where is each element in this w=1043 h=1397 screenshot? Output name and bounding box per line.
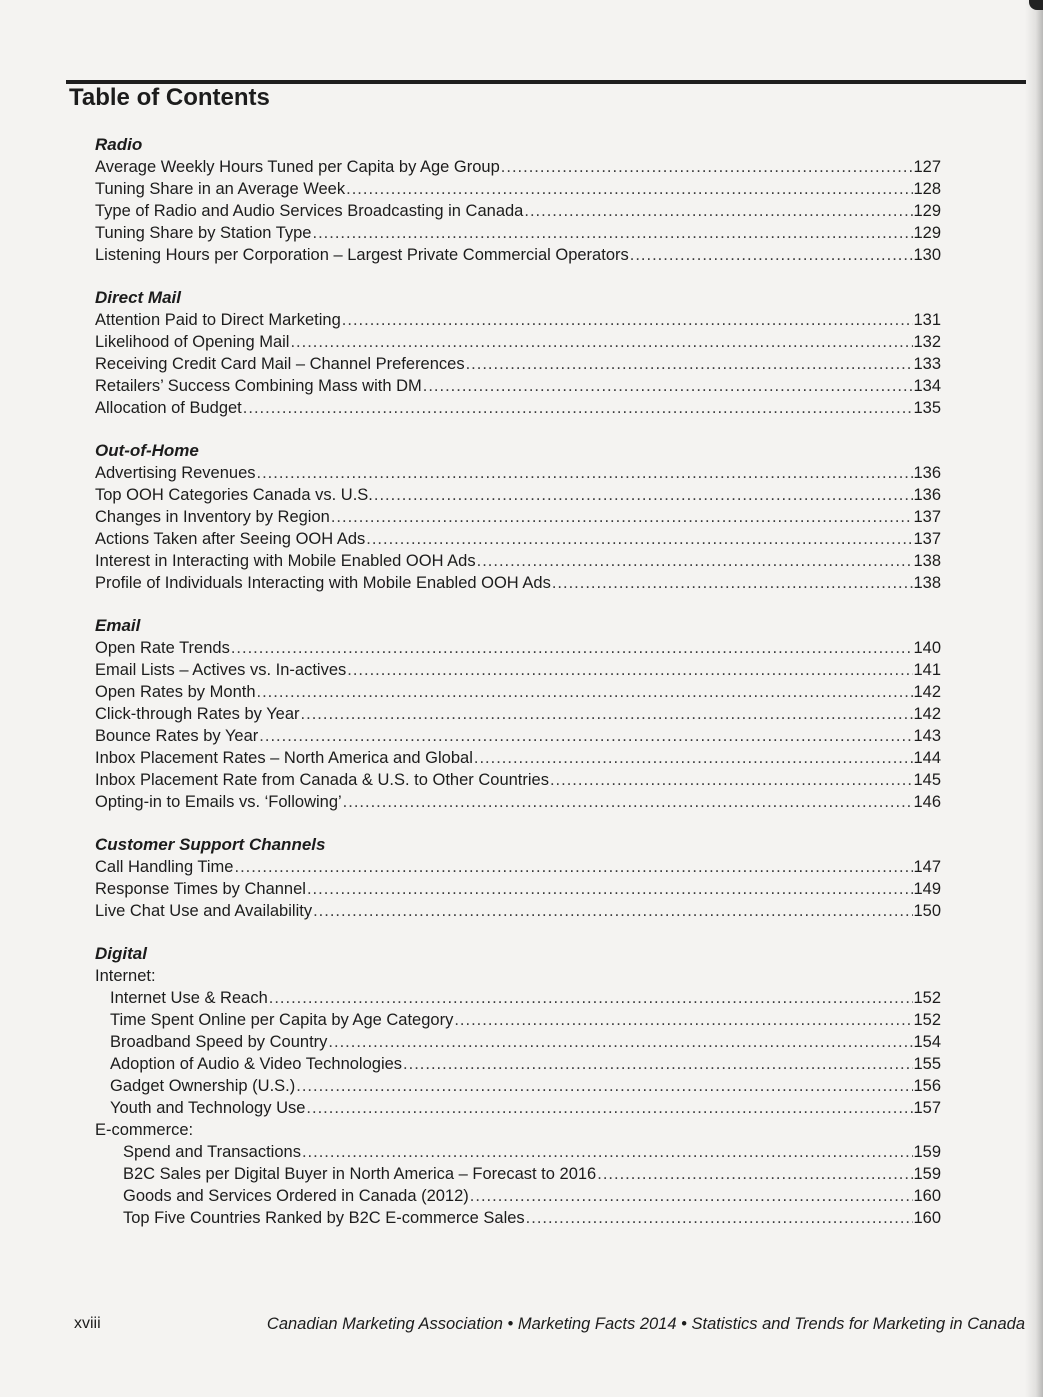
toc-entry-page: 147 [913,858,941,876]
dot-leader [365,528,913,550]
ecommerce-entries [95,1141,941,1229]
toc-entry [123,1185,941,1207]
toc-section [95,134,941,266]
toc-entry-page: 159 [913,1143,941,1161]
toc-entry-label: Top Five Countries Ranked by B2C E-commerce Sales [123,1209,525,1227]
dot-leader [473,747,914,769]
toc-entry [110,1097,941,1119]
toc-entry-label: Youth and Technology Use [110,1099,306,1117]
dot-leader [453,1009,913,1031]
toc-entry-label: Type of Radio and Audio Services Broadcasting in Canada [95,202,524,220]
toc-entry-label: Time Spent Online per Capita by Age Category [110,1011,454,1029]
toc-section [95,834,941,922]
toc-entry-label: Broadband Speed by Country [110,1033,328,1051]
toc-entry-page: 138 [913,552,941,570]
toc-entry [95,353,941,375]
toc-entry [95,178,941,200]
toc-entry [95,791,941,813]
toc-entry [95,747,941,769]
toc-entry-page: 160 [913,1187,941,1205]
subsection-heading-ecommerce: E-commerce: [95,1121,194,1139]
toc-entry-label: Tuning Share in an Average Week [95,180,346,198]
toc-entry-label: Top OOH Categories Canada vs. U.S. [95,486,373,504]
toc-entry-label: Allocation of Budget [95,399,242,417]
dot-leader [327,1031,913,1053]
toc-section [95,615,941,813]
toc-entry-label: B2C Sales per Digital Buyer in North America – Forecast to 2016 [123,1165,597,1183]
toc-entry-label: Gadget Ownership (U.S.) [110,1077,296,1095]
toc-entry-page: 159 [913,1165,941,1183]
dot-leader [549,769,914,791]
toc-entry-page: 142 [913,683,941,701]
section-heading: Email [95,616,141,635]
toc-entry-page: 134 [913,377,941,395]
toc-entry [95,725,941,747]
toc-entry [95,703,941,725]
toc-entry-label: Open Rate Trends [95,639,230,657]
toc-entry-label: Retailers’ Success Combining Mass with DM [95,377,422,395]
toc-entry-label: Advertising Revenues [95,464,256,482]
toc-entry-label: Changes in Inventory by Region [95,508,330,526]
toc-entry [95,637,941,659]
toc-entry-page: 145 [913,771,941,789]
toc-entry [95,462,941,484]
toc-entry-label: Live Chat Use and Availability [95,902,313,920]
dot-leader [233,856,913,878]
page-edge-shadow [1025,0,1043,1397]
section-heading: Direct Mail [95,288,181,307]
toc-section-digital [95,943,941,1229]
toc-entry [110,1075,941,1097]
dot-leader [268,987,914,1009]
toc-entry [95,769,941,791]
toc-section [95,440,941,594]
page-title: Table of Contents [69,84,270,111]
section-heading: Radio [95,135,143,154]
toc-entry [95,659,941,681]
footer-page-number: xviii [74,1315,101,1332]
dot-leader [525,1207,914,1229]
dot-leader [305,1097,913,1119]
dot-leader [346,659,913,681]
dot-leader [523,200,913,222]
toc-entry [95,856,941,878]
toc-entry-label: Call Handling Time [95,858,234,876]
toc-entry-page: 146 [913,793,941,811]
toc-entry-label: Email Lists – Actives vs. In-actives [95,661,347,679]
dot-leader [295,1075,913,1097]
toc-entry-page: 155 [913,1055,941,1073]
dot-leader [230,637,914,659]
dot-leader [341,309,914,331]
toc-entry [95,681,941,703]
toc-entry-page: 128 [913,180,941,198]
dot-leader [289,331,913,353]
toc-entry [95,200,941,222]
toc-entry-page: 152 [913,989,941,1007]
toc-entry-page: 129 [913,202,941,220]
dot-leader [258,725,913,747]
toc-entry-page: 142 [913,705,941,723]
toc-entry-page: 150 [913,902,941,920]
toc-entry-label: Actions Taken after Seeing OOH Ads [95,530,366,548]
toc-entry-page: 141 [913,661,941,679]
dot-leader [256,462,914,484]
internet-entries [95,987,941,1119]
footer-publication: Canadian Marketing Association • Marketing Facts 2014 • Statistics and Trends for Marketing in Canada [266,1315,1025,1333]
dot-leader [306,878,914,900]
dot-leader [402,1053,913,1075]
dot-leader [476,550,914,572]
toc-entry-label: Likelihood of Opening Mail [95,333,290,351]
toc-entry-page: 137 [913,508,941,526]
section-heading: Out-of-Home [95,441,199,460]
toc-entry-label: Internet Use & Reach [110,989,268,1007]
toc-entry-label: Tuning Share by Station Type [95,224,312,242]
toc-entry [95,506,941,528]
dot-leader [422,375,914,397]
section-heading: Customer Support Channels [95,835,326,854]
dot-leader [596,1163,913,1185]
dot-leader [256,681,914,703]
toc-entry-page: 160 [913,1209,941,1227]
toc-entry-page: 143 [913,727,941,745]
section-heading: Digital [95,944,147,963]
toc-entry-label: Click-through Rates by Year [95,705,300,723]
toc-entry [95,900,941,922]
toc-entry [95,309,941,331]
toc-entry [110,1031,941,1053]
dot-leader [629,244,914,266]
subsection-heading-internet: Internet: [95,967,156,985]
toc-entry [95,550,941,572]
toc-entry-label: Receiving Credit Card Mail – Channel Preferences [95,355,465,373]
toc-entry-page: 130 [913,246,941,264]
toc-entry-label: Attention Paid to Direct Marketing [95,311,341,329]
toc-entry [95,156,941,178]
toc-entry-page: 144 [913,749,941,767]
toc-entry [110,1053,941,1075]
toc-entry-page: 131 [913,311,941,329]
toc-entry-page: 154 [913,1033,941,1051]
toc-entry [95,222,941,244]
toc-entry [95,244,941,266]
toc-entry-page: 136 [913,486,941,504]
toc-entry-page: 140 [913,639,941,657]
dot-leader [465,353,914,375]
dot-leader [242,397,914,419]
toc-entry-page: 137 [913,530,941,548]
toc-entry [95,397,941,419]
dot-leader [312,900,913,922]
toc-entry-label: Opting-in to Emails vs. ‘Following’ [95,793,342,811]
table-of-contents [95,134,941,1250]
dot-leader [373,484,914,506]
dot-leader [500,156,914,178]
toc-entry-page: 129 [913,224,941,242]
toc-entry [95,375,941,397]
toc-entry-page: 152 [913,1011,941,1029]
toc-entry [95,484,941,506]
toc-entry-page: 127 [913,158,941,176]
toc-entry [110,987,941,1009]
toc-entry-page: 156 [913,1077,941,1095]
toc-entry-label: Interest in Interacting with Mobile Enabled OOH Ads [95,552,476,570]
toc-entry-page: 133 [913,355,941,373]
toc-entry [95,878,941,900]
toc-entry-page: 136 [913,464,941,482]
toc-entry-label: Inbox Placement Rates – North America and Global [95,749,473,767]
toc-entry-page: 135 [913,399,941,417]
toc-section [95,287,941,419]
toc-entry-page: 149 [913,880,941,898]
toc-entry-label: Profile of Individuals Interacting with Mobile Enabled OOH Ads [95,574,551,592]
toc-entry-page: 138 [913,574,941,592]
dot-leader [330,506,914,528]
toc-entry [95,572,941,594]
toc-entry-page: 132 [913,333,941,351]
toc-entry-label: Listening Hours per Corporation – Largest Private Commercial Operators [95,246,629,264]
toc-entry-label: Goods and Services Ordered in Canada (2012) [123,1187,469,1205]
dot-leader [342,791,914,813]
toc-entry-label: Bounce Rates by Year [95,727,259,745]
toc-entry-label: Average Weekly Hours Tuned per Capita by Age Group [95,158,500,176]
toc-entry [95,331,941,353]
toc-entry-label: Adoption of Audio & Video Technologies [110,1055,403,1073]
toc-entry [123,1163,941,1185]
dot-leader [551,572,914,594]
dot-leader [300,703,914,725]
toc-entry-label: Spend and Transactions [123,1143,301,1161]
toc-entry-page: 157 [913,1099,941,1117]
dot-leader [311,222,913,244]
dot-leader [469,1185,914,1207]
toc-entry [123,1141,941,1163]
toc-entry [123,1207,941,1229]
toc-entry [95,528,941,550]
toc-entry-label: Open Rates by Month [95,683,256,701]
dot-leader [301,1141,914,1163]
toc-entry-label: Response Times by Channel [95,880,306,898]
toc-entry-label: Inbox Placement Rate from Canada & U.S. to Other Countries [95,771,549,789]
toc-entry [110,1009,941,1031]
dot-leader [345,178,913,200]
